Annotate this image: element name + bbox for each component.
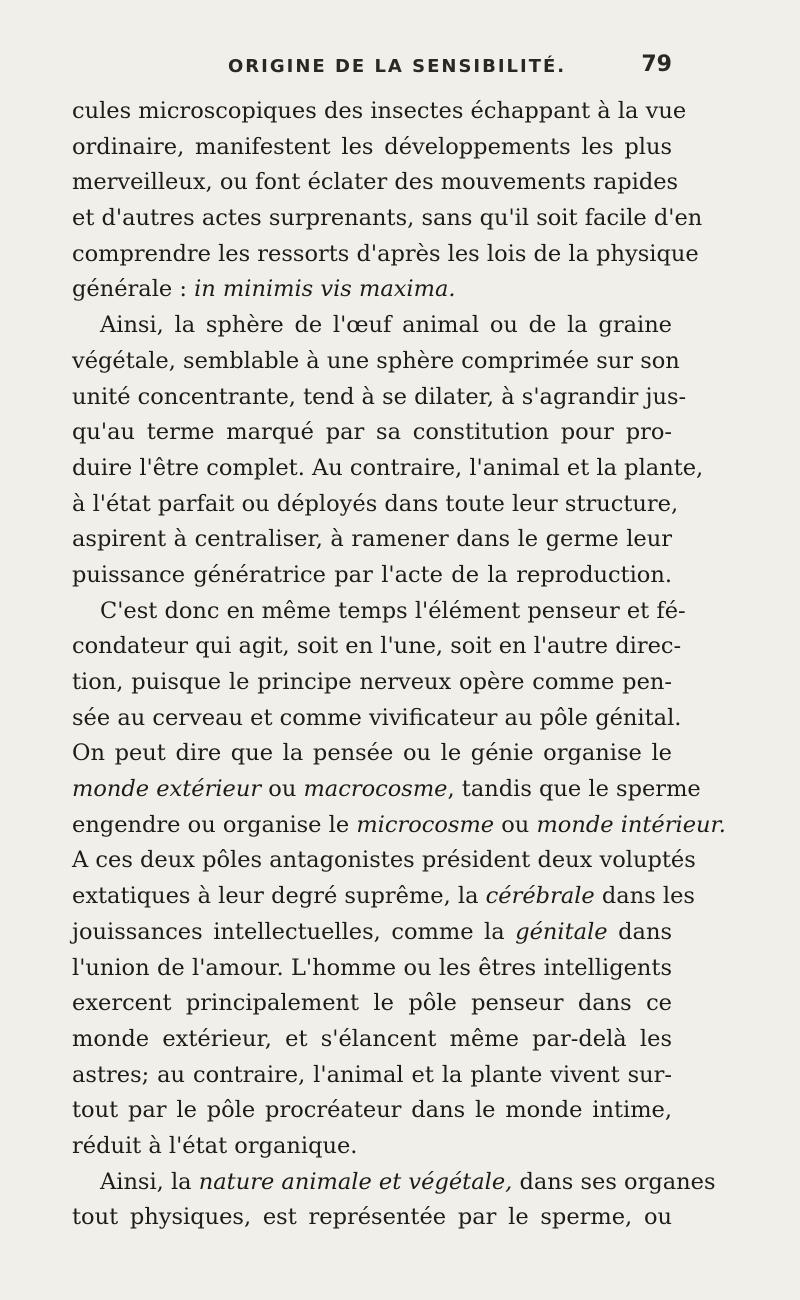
text-segment: tion, puisque le principe nerveux opère comme pen- <box>72 669 672 695</box>
text-line <box>72 165 679 201</box>
text-segment: cules microscopiques des insectes échappant à la vue <box>72 98 687 124</box>
text-line <box>72 130 672 166</box>
italic-text: macrocosme <box>303 776 448 803</box>
text-segment: réduit à l'état organique. <box>72 1132 358 1159</box>
text-segment: dans <box>607 918 672 945</box>
text-segment: ou <box>494 811 537 838</box>
text-segment: merveilleux, ou font éclater des mouvements rapides <box>72 169 679 196</box>
italic-text: génitale <box>515 918 608 945</box>
text-line <box>72 487 679 523</box>
text-segment: jouissances intellectuelles, comme la <box>72 918 516 945</box>
text-line <box>72 237 699 273</box>
running-title: ORIGINE DE LA SENSIBILITÉ. <box>228 56 567 77</box>
italic-text: monde intérieur. <box>536 811 726 838</box>
text-segment: C'est donc en même temps l'élément penseur et fé- <box>100 597 686 624</box>
text-line <box>72 986 672 1022</box>
text-segment: exercent principalement le pôle penseur dans ce <box>72 990 672 1017</box>
text-line <box>72 1058 672 1094</box>
page-number: 79 <box>641 52 672 77</box>
text-segment: générale : <box>72 276 195 303</box>
italic-text: monde extérieur <box>72 776 262 803</box>
text-segment: On peut dire que la pensée ou le génie organise le <box>72 740 672 767</box>
text-segment: tout physiques, est représentée par le sperme, ou <box>72 1204 672 1231</box>
text-segment: et d'autres actes surprenants, sans qu'il soit facile d'en <box>72 205 703 232</box>
text-line <box>72 808 726 844</box>
text-segment: duire l'être complet. Au contraire, l'animal et la plante, <box>72 454 704 481</box>
text-line <box>72 451 704 487</box>
text-segment: végétale, semblable à une sphère comprimée sur son <box>72 347 680 374</box>
text-line <box>72 558 672 594</box>
text-segment: comprendre les ressorts d'après les lois de la physique <box>72 240 699 267</box>
text-line <box>72 736 672 772</box>
text-segment: ou <box>261 776 304 803</box>
text-line <box>72 879 695 915</box>
body-text <box>72 94 726 1236</box>
text-line <box>72 629 682 665</box>
text-segment: qu'au terme marqué par sa constitution pour pro- <box>72 419 672 446</box>
text-segment: dans les <box>594 883 695 910</box>
text-segment: dans ses organes <box>512 1168 716 1195</box>
text-segment: monde extérieur, et s'élancent même par-delà les <box>72 1025 672 1052</box>
italic-text: cérébrale <box>485 883 595 910</box>
text-line <box>72 272 672 308</box>
page-header <box>72 52 672 92</box>
text-line <box>72 344 680 380</box>
text-segment: Ainsi, la <box>100 1168 199 1195</box>
text-line <box>72 701 682 737</box>
text-segment: puissance génératrice par l'acte de la reproduction. <box>72 561 672 588</box>
text-segment: à l'état parfait ou déployés dans toute leur structure, <box>72 490 679 517</box>
text-segment: tout par le pôle procréateur dans le monde intime, <box>72 1097 672 1124</box>
text-line <box>72 665 672 701</box>
italic-text: nature animale et végétale, <box>198 1168 513 1195</box>
text-line <box>72 1165 716 1201</box>
text-segment: extatiques à leur degré suprême, la <box>72 883 486 910</box>
text-line <box>72 772 701 808</box>
text-line <box>72 201 703 237</box>
text-line <box>72 415 672 451</box>
italic-text: microcosme <box>356 811 495 838</box>
text-segment: aspirent à centraliser, à ramener dans le germe leur <box>72 526 672 553</box>
text-line <box>72 94 687 130</box>
text-line <box>72 915 672 951</box>
italic-text: in minimis vis maxima. <box>194 276 456 303</box>
text-segment: unité concentrante, tend à se dilater, à s'agrandir jus- <box>72 383 687 410</box>
text-segment: ordinaire, manifestent les développements les plus <box>72 133 672 160</box>
text-line <box>72 843 696 879</box>
text-line <box>72 1022 672 1058</box>
text-line <box>72 1093 672 1129</box>
text-line <box>72 951 672 987</box>
text-segment: astres; au contraire, l'animal et la plante vivent sur- <box>72 1061 672 1088</box>
text-line <box>72 308 672 344</box>
text-line <box>72 594 686 630</box>
text-line <box>72 1200 672 1236</box>
text-segment: Ainsi, la sphère de l'œuf animal ou de la graine <box>100 312 672 339</box>
text-segment: , tandis que le sperme <box>447 776 701 803</box>
text-line <box>72 380 687 416</box>
text-segment: A ces deux pôles antagonistes président deux voluptés <box>72 847 696 874</box>
text-segment: l'union de l'amour. L'homme ou les êtres intelligents <box>72 954 672 981</box>
text-segment: condateur qui agit, soit en l'une, soit en l'autre direc- <box>72 633 682 660</box>
text-line <box>72 1129 672 1165</box>
text-segment: engendre ou organise le <box>72 811 357 838</box>
text-segment: sée au cerveau et comme vivificateur au pôle génital. <box>72 704 682 731</box>
text-line <box>72 522 672 558</box>
